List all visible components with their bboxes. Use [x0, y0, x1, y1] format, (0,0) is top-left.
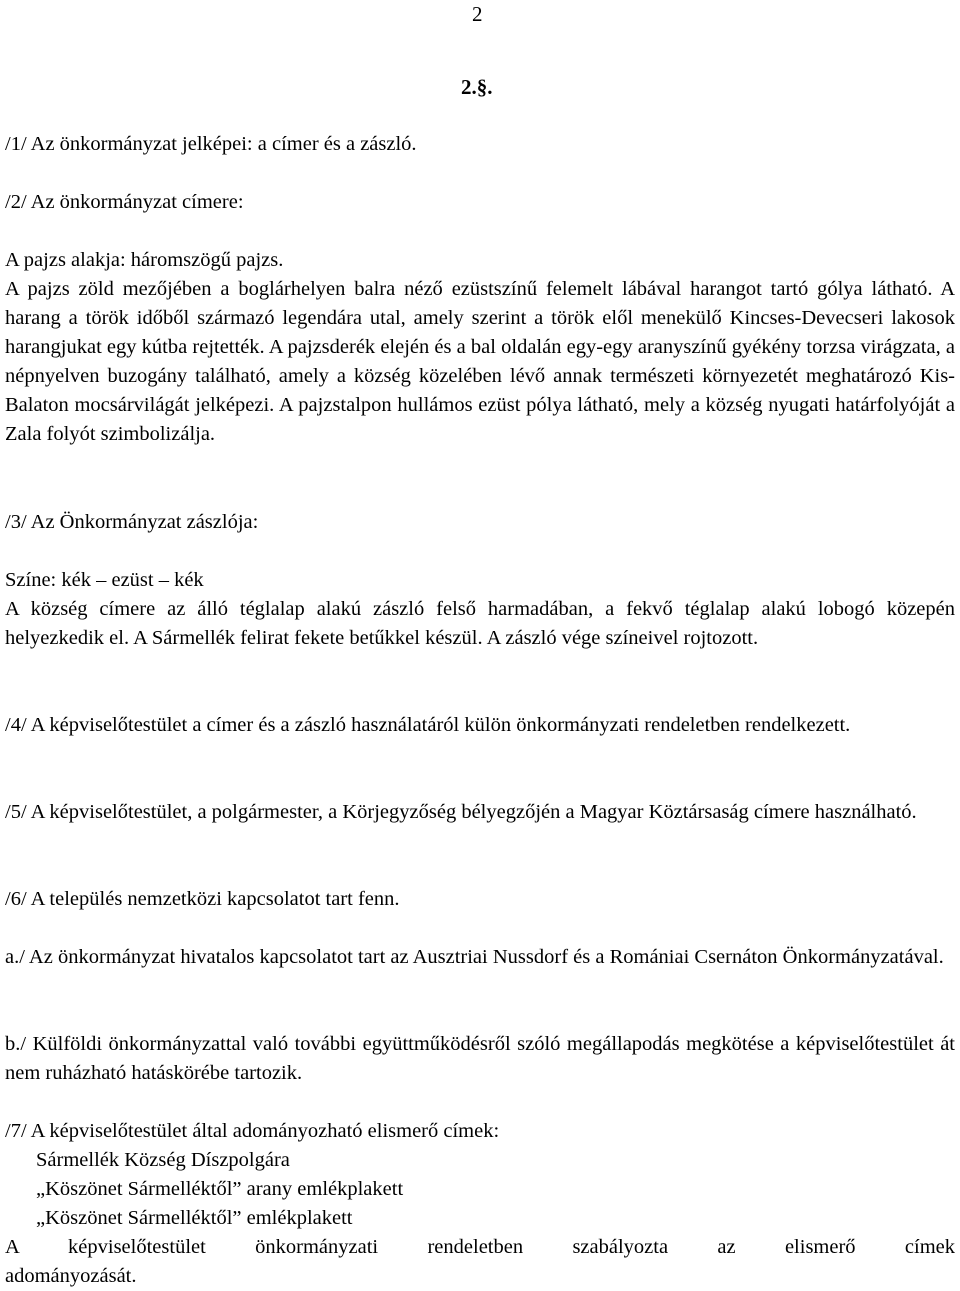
- coat-of-arms-shape: A pajzs alakja: háromszögű pajzs.: [5, 249, 284, 271]
- paragraph-7: /7/ A képviselőtestület által adományozható elismerő címek:: [5, 1120, 500, 1142]
- coat-of-arms-description: A pajzs zöld mezőjében a boglárhelyen balra néző ezüstszínű felemelt lábával harangot tartó gólya látható. A harang a török időből származó legendára utal, amely szerint a török elől menekülő Kincses-Devecseri lakosok harangjukat egy kútba rejtették. A pajzsderék elején és a bal oldalán egy-egy aranyszínű gyékény torzsa virágzata, a népnyelven buzogány található, amely a község közelében lévő annak természeti környezetét meghatározó Kis-Balaton mocsárvilágát jelképezi. A pajzstalpon hullámos ezüst pólya látható, mely a község nyugati határfolyóját a Zala folyót szimbolizálja.: [5, 278, 955, 445]
- paragraph-5: /5/ A képviselőtestület, a polgármester, a Körjegyzőség bélyegzőjén a Magyar Köztársaság címere használható.: [5, 801, 917, 823]
- page-number: 2: [472, 2, 483, 26]
- section-title: 2.§.: [461, 75, 493, 99]
- paragraph-flag-heading: /3/ Az Önkormányzat zászlója:: [5, 511, 259, 533]
- list-item: Sármellék Község Díszpolgára: [36, 1149, 290, 1171]
- paragraph-6a: a./ Az önkormányzat hivatalos kapcsolatot tart az Ausztriai Nussdorf és a Romániai Csernáton Önkormányzatával.: [5, 946, 944, 968]
- flag-colors: Színe: kék – ezüst – kék: [5, 569, 204, 591]
- closing-line-2: adományozását.: [5, 1265, 137, 1287]
- paragraph-6: /6/ A település nemzetközi kapcsolatot tart fenn.: [5, 888, 400, 910]
- paragraph-2: /2/ Az önkormányzat címere:: [5, 191, 244, 213]
- paragraph-6b: b./ Külföldi önkormányzattal való további együttműködésről szóló megállapodás megkötése a képviselőtestület át nem ruházható hatáskörébe tartozik.: [5, 1033, 955, 1084]
- flag-description: A község címere az álló téglalap alakú zászló felső harmadában, a fekvő téglalap alakú lobogó közepén helyezkedik el. A Sármellék felirat fekete betűkkel készül. A zászló vége színeivel rojtozott.: [5, 598, 955, 649]
- paragraph-1: /1/ Az önkormányzat jelképei: a címer és a zászló.: [5, 133, 417, 155]
- paragraph-4: /4/ A képviselőtestület a címer és a zászló használatáról külön önkormányzati rendeletben rendelkezett.: [5, 714, 851, 736]
- honorary-titles-list: [5, 1146, 960, 1233]
- list-item: „Köszönet Sármelléktől” arany emlékplakett: [36, 1178, 404, 1200]
- closing-line-1: A képviselőtestület önkormányzati rendeletben szabályozta az elismerő címek: [5, 1236, 955, 1258]
- list-item: „Köszönet Sármelléktől” emlékplakett: [36, 1207, 353, 1229]
